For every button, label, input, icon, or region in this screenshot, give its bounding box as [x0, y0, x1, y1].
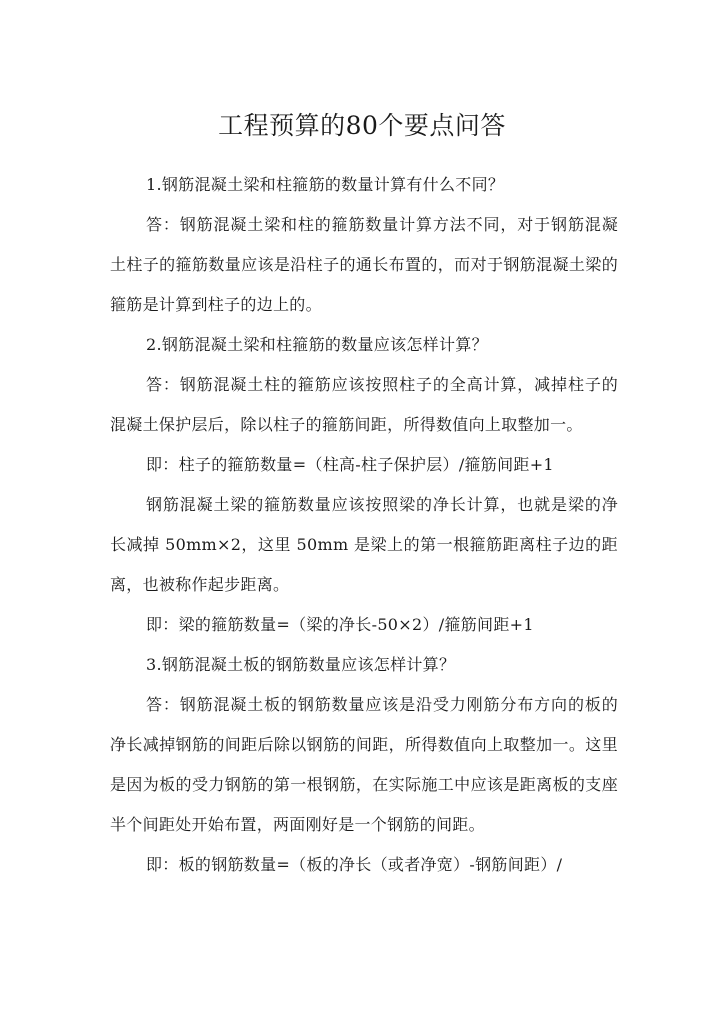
answer-2-beam: 钢筋混凝土梁的箍筋数量应该按照梁的净长计算，也就是梁的净长减掉 50mm×2，这里 50mm 是梁上的第一根箍筋距离柱子边的距离，也被称作起步距离。 — [110, 495, 618, 594]
formula-column-stirrups: 即：柱子的箍筋数量=（柱高-柱子保护层）/箍筋间距+1 — [146, 455, 554, 474]
question-3: 3.钢筋混凝土板的钢筋数量应该怎样计算？ — [146, 655, 456, 674]
formula-beam-stirrups: 即：梁的箍筋数量=（梁的净长-50×2）/箍筋间距+1 — [146, 615, 534, 634]
question-1: 1.钢筋混凝土梁和柱箍筋的数量计算有什么不同？ — [146, 175, 505, 194]
answer-3: 答：钢筋混凝土板的钢筋数量应该是沿受力刚筋分布方向的板的净长减掉钢筋的间距后除以钢筋的间距，所得数值向上取整加一。这里是因为板的受力钢筋的第一根钢筋，在实际施工中应该是距离板的支座半个间距处开始布置，两面刚好是一个钢筋的间距。 — [110, 695, 618, 834]
answer-2-column: 答：钢筋混凝土柱的箍筋应该按照柱子的全高计算，减掉柱子的混凝土保护层后，除以柱子的箍筋间距，所得数值向上取整加一。 — [110, 375, 618, 434]
question-2: 2.钢筋混凝土梁和柱箍筋的数量应该怎样计算？ — [146, 335, 488, 354]
formula-slab-rebar: 即：板的钢筋数量=（板的净长（或者净宽）-钢筋间距）/ — [146, 855, 563, 874]
document-title: 工程预算的80个要点问答 — [218, 111, 506, 140]
answer-1: 答：钢筋混凝土梁和柱的箍筋数量计算方法不同，对于钢筋混凝土柱子的箍筋数量应该是沿柱子的通长布置的，而对于钢筋混凝土梁的箍筋是计算到柱子的边上的。 — [110, 215, 618, 314]
document-body — [110, 165, 618, 885]
